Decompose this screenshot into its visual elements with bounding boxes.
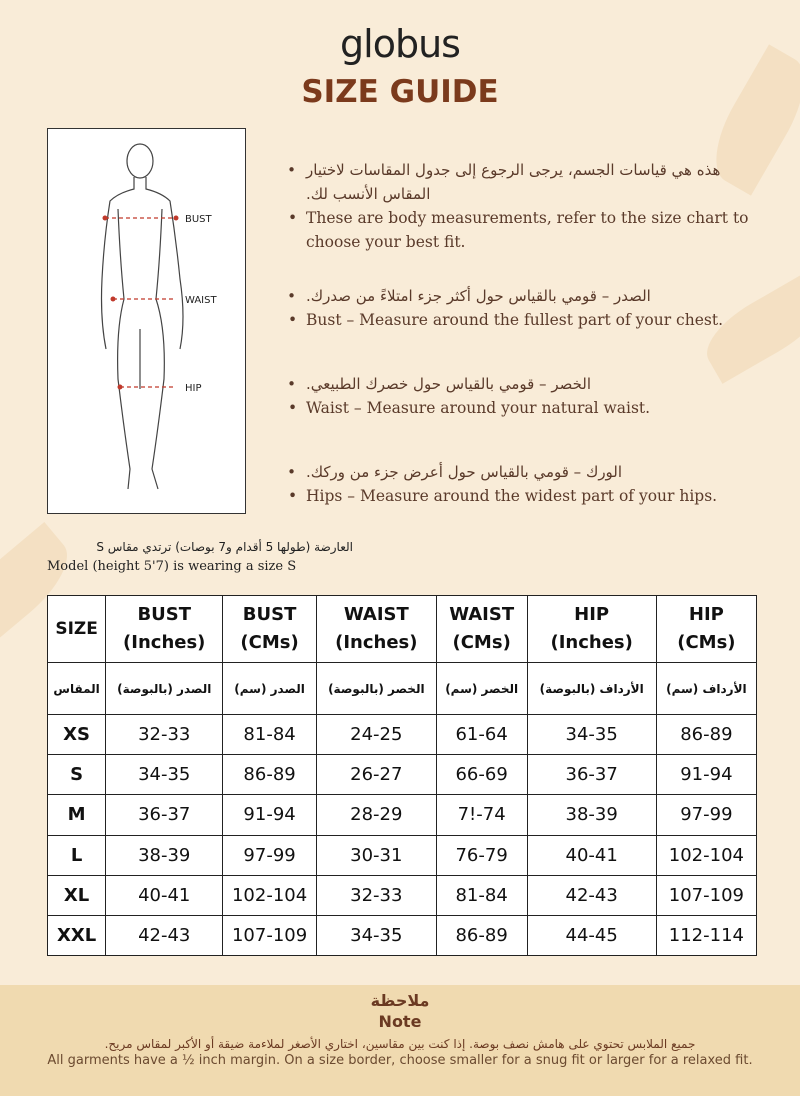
column-header: BUST (CMs) bbox=[223, 596, 317, 663]
column-header-ar: الصدر (سم) bbox=[223, 663, 317, 715]
column-header: WAIST (Inches) bbox=[316, 596, 436, 663]
table-cell: M bbox=[48, 795, 106, 835]
table-row bbox=[48, 875, 757, 915]
table-cell: 42-43 bbox=[527, 875, 656, 915]
column-header: HIP (Inches) bbox=[527, 596, 656, 663]
table-cell: 61-64 bbox=[436, 715, 527, 755]
table-cell: 107-109 bbox=[656, 875, 756, 915]
note-text-ar: جميع الملابس تحتوي على هامش نصف بوصة. إذا كنت بين مقاسين، اختاري الأصغر لملاءمة ضيقة أو الأكبر لمقاس مريح. bbox=[104, 1037, 696, 1051]
table-cell: 36-37 bbox=[527, 755, 656, 795]
table-cell: 44-45 bbox=[527, 915, 656, 955]
table-cell: 86-89 bbox=[436, 915, 527, 955]
table-cell: 32-33 bbox=[316, 875, 436, 915]
bust-label: BUST bbox=[185, 214, 212, 225]
table-cell: 7!-74 bbox=[436, 795, 527, 835]
table-row bbox=[48, 795, 757, 835]
header-row bbox=[48, 596, 757, 663]
column-header-ar: المقاس bbox=[48, 663, 106, 715]
column-header: HIP (CMs) bbox=[656, 596, 756, 663]
table-cell: 102-104 bbox=[223, 875, 317, 915]
bullet-ar: الورك – قومي بالقياس حول أعرض جزء من وركك. • bbox=[287, 463, 623, 481]
table-cell: 38-39 bbox=[106, 835, 223, 875]
body-measurement-figure bbox=[47, 128, 246, 514]
bullet-en: • Hips – Measure around the widest part of your hips. bbox=[288, 487, 718, 505]
model-info-en: Model (height 5'7) is wearing a size S bbox=[47, 559, 297, 574]
bullet-ar: الخصر – قومي بالقياس حول خصرك الطبيعي. • bbox=[287, 375, 592, 393]
table-cell: L bbox=[48, 835, 106, 875]
table-cell: 81-84 bbox=[223, 715, 317, 755]
table-cell: 86-89 bbox=[656, 715, 756, 755]
table-cell: XS bbox=[48, 715, 106, 755]
table-row bbox=[48, 755, 757, 795]
bullet-en: • Bust – Measure around the fullest part of your chest. bbox=[288, 311, 723, 329]
table-cell: 34-35 bbox=[316, 915, 436, 955]
bullet-en: • These are body measurements, refer to the size chart to choose your best fit. bbox=[288, 209, 749, 251]
table-cell: 40-41 bbox=[527, 835, 656, 875]
column-header-ar: الخصر (سم) bbox=[436, 663, 527, 715]
table-cell: 81-84 bbox=[436, 875, 527, 915]
table-cell: 42-43 bbox=[106, 915, 223, 955]
column-header-ar: الصدر (بالبوصة) bbox=[106, 663, 223, 715]
bullet-ar: الصدر – قومي بالقياس حول أكثر جزء امتلاءً من صدرك. • bbox=[287, 287, 651, 305]
column-header-ar: الأرداف (بالبوصة) bbox=[527, 663, 656, 715]
note-text-en: All garments have a ½ inch margin. On a size border, choose smaller for a snug fit or larger for a relaxed fit. bbox=[47, 1053, 753, 1068]
table-cell: 86-89 bbox=[223, 755, 317, 795]
table-cell: 97-99 bbox=[223, 835, 317, 875]
page-title: SIZE GUIDE bbox=[301, 74, 499, 110]
column-header: SIZE bbox=[48, 596, 106, 663]
column-header: BUST (Inches) bbox=[106, 596, 223, 663]
table-cell: S bbox=[48, 755, 106, 795]
column-header-ar: الخصر (بالبوصة) bbox=[316, 663, 436, 715]
table-cell: 34-35 bbox=[527, 715, 656, 755]
table-cell: 107-109 bbox=[223, 915, 317, 955]
table-cell: XL bbox=[48, 875, 106, 915]
table-row bbox=[48, 835, 757, 875]
table-cell: 102-104 bbox=[656, 835, 756, 875]
size-chart-table bbox=[47, 595, 757, 956]
table-row bbox=[48, 715, 757, 755]
table-cell: 76-79 bbox=[436, 835, 527, 875]
column-header-ar: الأرداف (سم) bbox=[656, 663, 756, 715]
table-cell: 32-33 bbox=[106, 715, 223, 755]
bullet-en: • Waist – Measure around your natural waist. bbox=[288, 399, 651, 417]
column-header: WAIST (CMs) bbox=[436, 596, 527, 663]
table-row bbox=[48, 915, 757, 955]
table-cell: 91-94 bbox=[223, 795, 317, 835]
waist-label: WAIST bbox=[185, 295, 217, 306]
model-info bbox=[47, 537, 353, 577]
header-row-ar bbox=[48, 663, 757, 715]
table-cell: 24-25 bbox=[316, 715, 436, 755]
table-cell: 26-27 bbox=[316, 755, 436, 795]
table-cell: 38-39 bbox=[527, 795, 656, 835]
table-cell: 112-114 bbox=[656, 915, 756, 955]
table-cell: 91-94 bbox=[656, 755, 756, 795]
note-title-en: Note bbox=[378, 1012, 422, 1031]
table-cell: 66-69 bbox=[436, 755, 527, 795]
hip-label: HIP bbox=[185, 383, 202, 394]
bullet-ar: هذه هي قياسات الجسم، يرجى الرجوع إلى جدول المقاسات لاختيار المقاس الأنسب لك. • bbox=[287, 161, 721, 203]
table-cell: 40-41 bbox=[106, 875, 223, 915]
model-info-ar: العارضة (طولها 5 أقدام و7 بوصات) ترتدي مقاس S bbox=[96, 540, 353, 554]
measurement-instructions bbox=[288, 158, 758, 538]
note-section bbox=[0, 985, 800, 1096]
table-cell: 28-29 bbox=[316, 795, 436, 835]
table-cell: 36-37 bbox=[106, 795, 223, 835]
table-cell: 97-99 bbox=[656, 795, 756, 835]
table-cell: 30-31 bbox=[316, 835, 436, 875]
table-cell: 34-35 bbox=[106, 755, 223, 795]
note-title-ar: ملاحظة bbox=[370, 991, 430, 1010]
table-cell: XXL bbox=[48, 915, 106, 955]
brand-logo: globus bbox=[340, 22, 460, 66]
